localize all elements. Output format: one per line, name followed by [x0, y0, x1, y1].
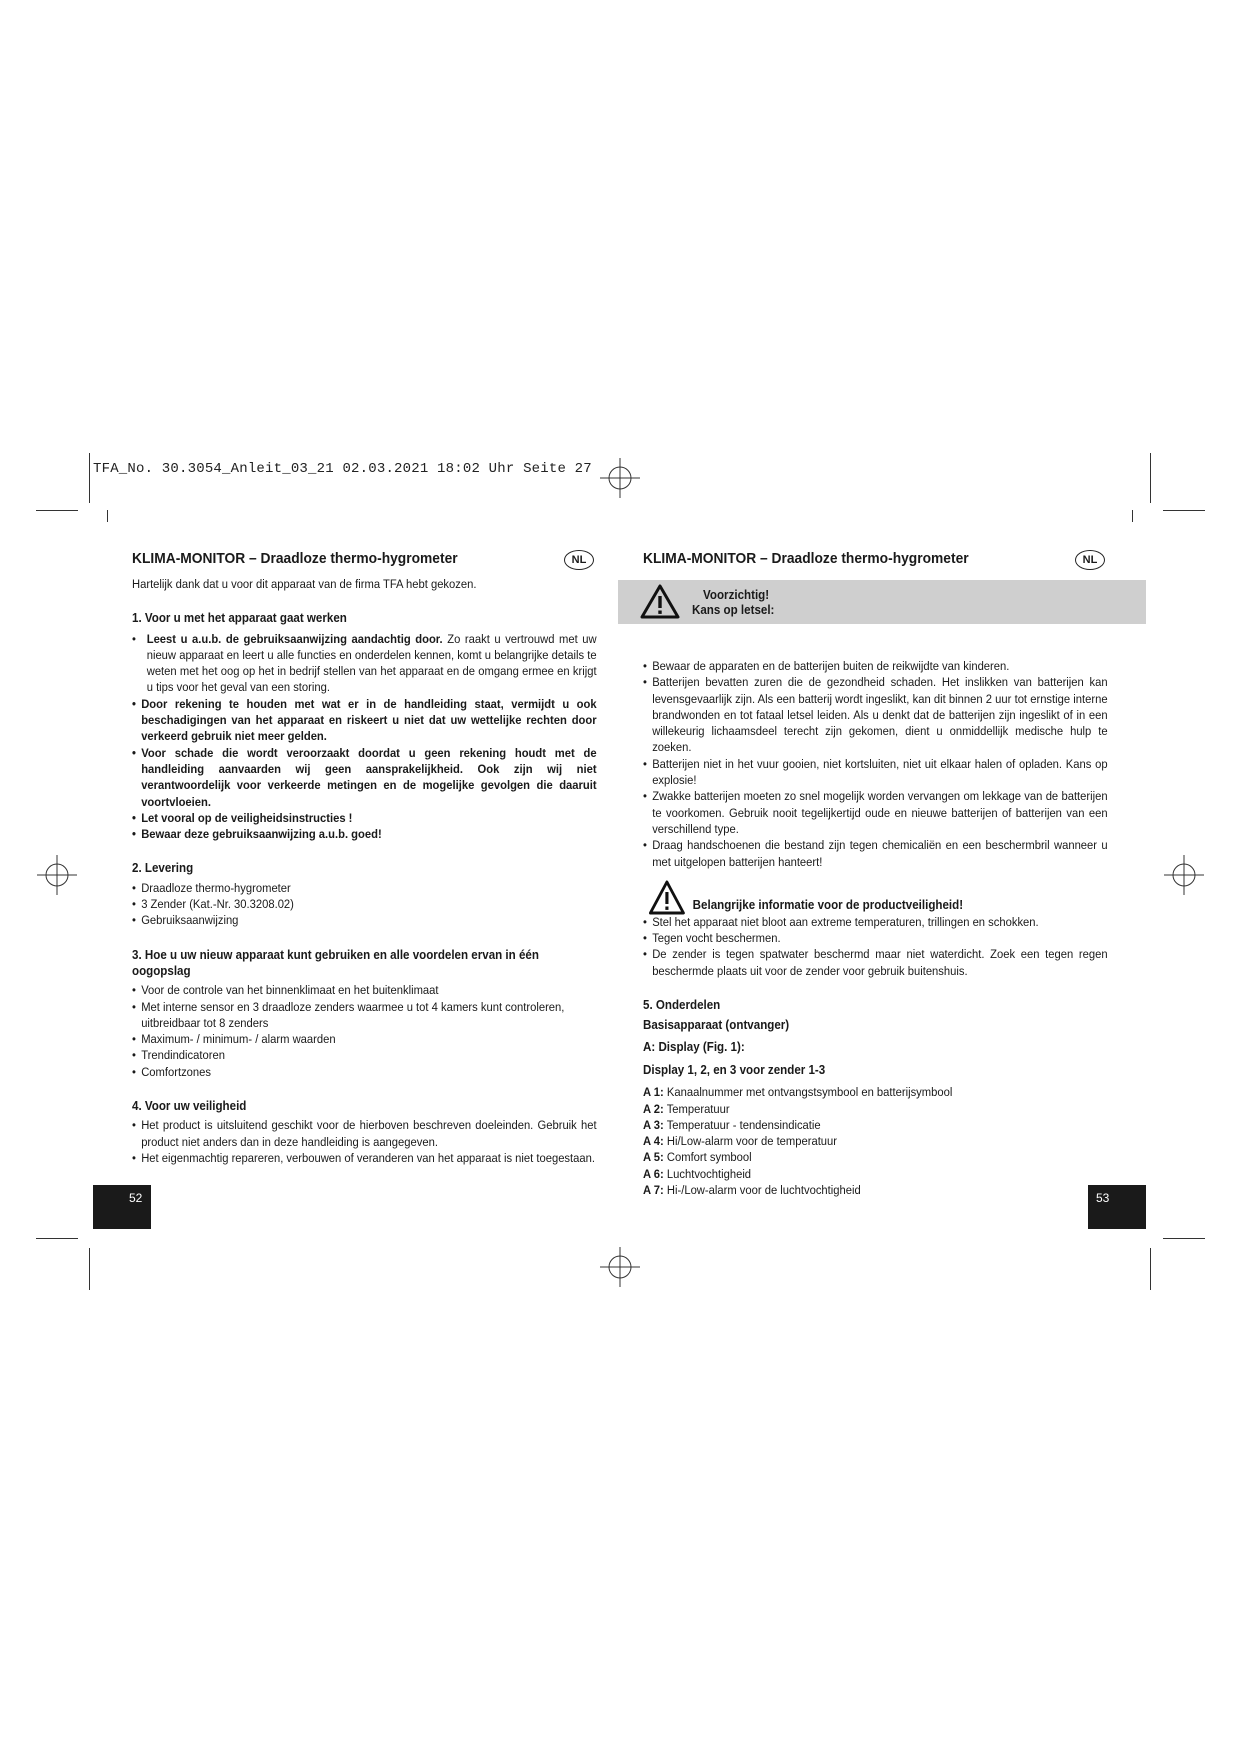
page-title	[132, 550, 560, 574]
crop-mark	[1163, 510, 1205, 511]
crop-mark	[1132, 510, 1133, 522]
crop-mark	[89, 453, 90, 503]
warning-title: Voorzichtig!	[703, 588, 770, 602]
right-content	[643, 658, 1108, 1198]
list-item: • Leest u a.u.b. de gebruiksaanwijzing aandachtig door. Zo raakt u vertrouwd met uw nieuw apparaat en leert u alle functies en onderdelen kennen, komt u belangrijke details te weten met het oog op het in bedrijf stellen van het apparaat en de omgang ermee en krijgt u tips voor het geval van een storing.	[132, 631, 597, 696]
list-item: • Voor de controle van het binnenklimaat en het buitenklimaat	[132, 982, 597, 998]
language-badge: NL	[1075, 550, 1105, 570]
crop-mark	[36, 510, 78, 511]
registration-mark	[600, 1247, 640, 1287]
section-heading: 2. Levering	[132, 861, 194, 876]
crop-mark	[1150, 453, 1151, 503]
left-content	[132, 576, 597, 1166]
list-item: • Zwakke batterijen moeten zo snel mogelijk worden vervangen om lekkage van de batterijen te voorkomen. Gebruik nooit tegelijkertijd oude en nieuwe batterijen of batterijen van een verschillend type.	[643, 788, 1108, 837]
list-item: A 4: Hi/Low-alarm voor de temperatuur	[643, 1134, 838, 1149]
section-heading: 1. Voor u met het apparaat gaat werken	[132, 611, 347, 626]
important-heading: Belangrijke informatie voor de productveiligheid!	[692, 897, 964, 912]
warning-subtitle: Kans op letsel:	[692, 603, 775, 617]
list-item: • Bewaar de apparaten en de batterijen buiten de reikwijdte van kinderen.	[643, 658, 1108, 674]
section-heading: 3. Hoe u uw nieuw apparaat kunt gebruiken en alle voordelen ervan in één oogopslag	[132, 947, 539, 978]
left-page	[132, 550, 597, 1166]
crop-mark	[1163, 1238, 1205, 1239]
page-number-box	[93, 1185, 151, 1229]
list-item: A 5: Comfort symbool	[643, 1150, 752, 1165]
list-item: • Comfortzones	[132, 1064, 597, 1080]
list-item: • Trendindicatoren	[132, 1047, 597, 1063]
list-item: • Draadloze thermo-hygrometer	[132, 880, 597, 896]
list-item: • Batterijen bevatten zuren die de gezondheid schaden. Het inslikken van batterijen kan levensgevaarlijk zijn. Als een batterij wordt ingeslikt, kan dit binnen 2 uur tot ernstige interne brandwonden en tot fataal letsel leiden. Als u denkt dat de batterijen zijn ingeslikt of in een willekeurig lichaamsdeel terecht zijn gekomen, dient u onmiddellijk medische hulp te zoeken.	[643, 674, 1108, 755]
subheading: Basisapparaat (ontvanger)	[643, 1018, 790, 1033]
list-item: A 7: Hi-/Low-alarm voor de luchtvochtigheid	[643, 1183, 861, 1198]
list-item: • Gebruiksaanwijzing	[132, 912, 597, 928]
crop-mark	[107, 510, 108, 522]
list-item: • Tegen vocht beschermen.	[643, 930, 1108, 946]
registration-mark	[1164, 855, 1204, 895]
list-item: • Met interne sensor en 3 draadloze zenders waarmee u tot 4 kamers kunt controleren, uitbreidbaar tot 8 zenders	[132, 999, 597, 1032]
important-header	[643, 884, 1108, 914]
section-list	[132, 982, 597, 1080]
list-item: • Draag handschoenen die bestand zijn tegen chemicaliën en een beschermbril wanneer u met uitgelopen batterijen hanteert!	[643, 837, 1108, 870]
list-item: • De zender is tegen spatwater beschermd maar niet waterdicht. Zoek een tegen regen beschermde plaats uit voor de zender voor gebruik buitenshuis.	[643, 946, 1108, 979]
title-rest: – Draadloze thermo-hygrometer	[756, 550, 969, 567]
parts-list	[643, 1084, 1108, 1198]
crop-mark	[36, 1238, 78, 1239]
list-item: • Het eigenmachtig repareren, verbouwen of veranderen van het apparaat is niet toegestaan.	[132, 1150, 597, 1166]
warning-list	[643, 658, 1108, 870]
list-item: • Door rekening te houden met wat er in de handleiding staat, vermijdt u ook beschadigingen van het apparaat en riskeert u niet dat uw wettelijke rechten door verkeerd gebruik niet meer gelden.	[132, 696, 597, 745]
list-item: • 3 Zender (Kat.-Nr. 30.3208.02)	[132, 896, 597, 912]
page-title	[643, 550, 1071, 574]
list-item: A 2: Temperatuur	[643, 1101, 730, 1116]
section-heading: 5. Onderdelen	[643, 998, 721, 1013]
section-list	[132, 1117, 597, 1166]
list-item: A 3: Temperatuur - tendensindicatie	[643, 1117, 821, 1132]
page-number: 52	[129, 1191, 143, 1205]
list-item: • Voor schade die wordt veroorzaakt doordat u geen rekening houdt met de handleiding aanvaarden wij geen aansprakelijkheid. Ook zijn wij niet verantwoordelijk voor verkeerde metingen en de mogelijke gevolgen die daaruit voortvloeien.	[132, 745, 597, 810]
title-rest: – Draadloze thermo-hygrometer	[245, 550, 458, 567]
intro-text: Hartelijk dank dat u voor dit apparaat van de firma TFA hebt gekozen.	[132, 577, 477, 591]
page-number: 53	[1096, 1191, 1110, 1205]
title-bold: KLIMA-MONITOR	[643, 550, 757, 567]
list-item: • Batterijen niet in het vuur gooien, niet kortsluiten, niet uit elkaar halen of opladen. Kans op explosie!	[643, 756, 1108, 789]
section-list	[132, 631, 597, 843]
page-number-box	[1088, 1185, 1146, 1229]
registration-mark	[37, 855, 77, 895]
important-list	[643, 914, 1108, 979]
list-item: • Het product is uitsluitend geschikt voor de hierboven beschreven doeleinden. Gebruik het product niet anders dan in deze handleiding is aangegeven.	[132, 1117, 597, 1150]
list-item: A 6: Luchtvochtigheid	[643, 1166, 752, 1181]
crop-mark	[1150, 1248, 1151, 1290]
title-bold: KLIMA-MONITOR	[132, 550, 246, 567]
subheading: A: Display (Fig. 1):	[643, 1039, 745, 1054]
section-heading: 4. Voor uw veiligheid	[132, 1099, 247, 1114]
list-item: • Maximum- / minimum- / alarm waarden	[132, 1031, 597, 1047]
list-item: A 1: Kanaalnummer met ontvangstsymbool en batterijsymbool	[643, 1085, 953, 1100]
list-item: • Let vooral op de veiligheidsinstructies !	[132, 810, 597, 826]
crop-mark	[89, 1248, 90, 1290]
registration-mark	[600, 458, 640, 498]
warning-triangle-icon	[649, 880, 686, 916]
list-item: • Bewaar deze gebruiksaanwijzing a.u.b. goed!	[132, 826, 597, 842]
print-slug: TFA_No. 30.3054_Anleit_03_21 02.03.2021 18:02 Uhr Seite 27	[93, 461, 592, 477]
section-list	[132, 880, 597, 929]
right-page	[643, 550, 1108, 1198]
language-badge: NL	[564, 550, 594, 570]
list-item: • Stel het apparaat niet bloot aan extreme temperaturen, trillingen en schokken.	[643, 914, 1108, 930]
subheading: Display 1, 2, en 3 voor zender 1-3	[643, 1062, 826, 1077]
